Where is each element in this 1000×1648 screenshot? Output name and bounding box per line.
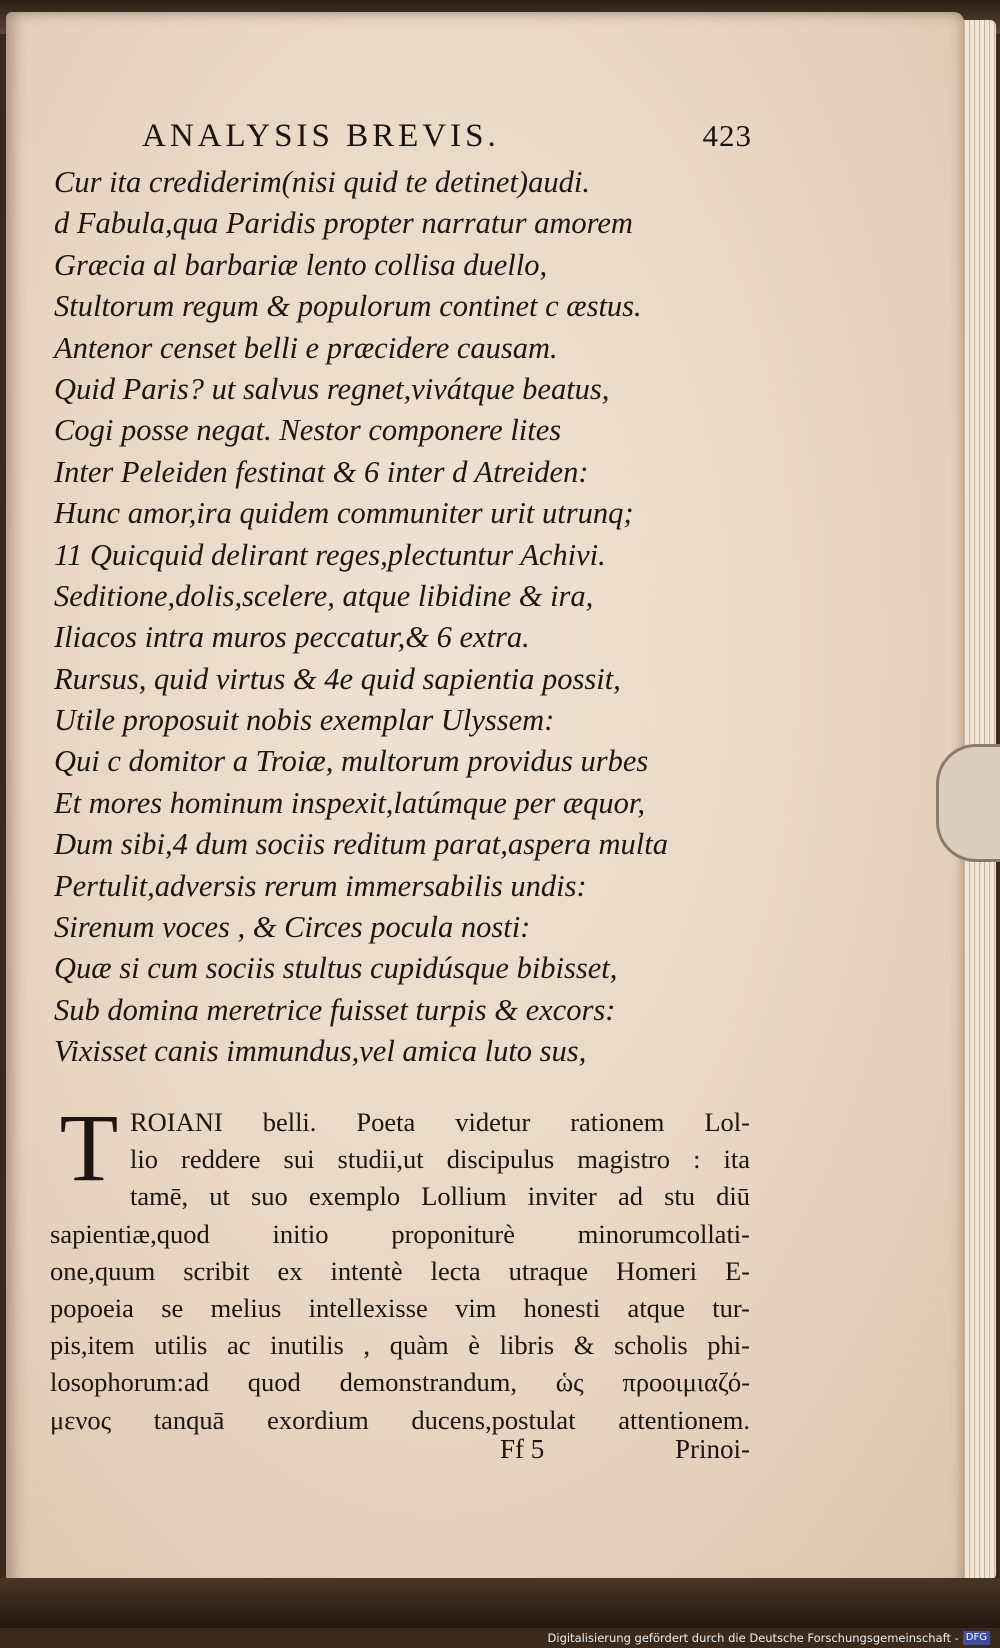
verse-line: Sirenum voces , & Circes pocula nosti: (54, 910, 531, 945)
verse-line: Cur ita crediderim(nisi quid te detinet)audi. (54, 165, 590, 199)
verse-line: Cogi posse negat. Nestor componere lites (54, 413, 562, 448)
verse-line: Sub domina meretrice fuisset turpis & excors: (54, 992, 616, 1027)
commentary-block (50, 1094, 750, 1439)
verse-line: Et mores hominum inspexit,latúmque per æquor, (54, 785, 646, 820)
verse-line: Antenor censet belli e præcidere causam. (54, 330, 558, 365)
commentary-line: lio reddere sui studii,ut discipulus magistro : ita (130, 1144, 750, 1175)
commentary-line: losophorum:ad quod demonstrandum, ὡς προοιμιαζό- (50, 1367, 750, 1398)
verse-line: 11 Quicquid delirant reges,plectuntur Achivi. (54, 537, 606, 572)
verse-line: Seditione,dolis,scelere, atque libidine & ira, (54, 578, 594, 613)
commentary-line: one,quum scribit ex intentè lecta utraque Homeri E- (50, 1255, 750, 1286)
drop-cap: T (59, 1094, 119, 1201)
commentary-line: μενος tanquā exordium ducens,postulat attentionem. (50, 1404, 750, 1435)
page-number: 423 (702, 118, 752, 153)
signature-mark: Ff 5 (500, 1434, 545, 1464)
verse-line: Rursus, quid virtus & 4e quid sapientia possit, (54, 661, 621, 696)
verse-line: Utile proposuit nobis exemplar Ulyssem: (54, 703, 555, 738)
page-footer (500, 1434, 750, 1468)
verse-line: Vixisset canis immundus,vel amica luto sus, (54, 1034, 587, 1069)
commentary-line: pis,item utilis ac inutilis , quàm è libris & scholis phi- (50, 1330, 750, 1361)
verse-line: Dum sibi,4 dum sociis reditum parat,aspera multa (54, 827, 668, 862)
running-title: ANALYSIS BREVIS. (142, 118, 500, 154)
verse-line: d Fabula,qua Paridis propter narratur amorem (54, 206, 633, 241)
verse-line: Stultorum regum & populorum continet c æstus. (54, 289, 642, 324)
book-bottom-edge (0, 1578, 1000, 1628)
commentary-line: popoeia se melius intellexisse vim honesti atque tur- (50, 1292, 750, 1323)
verse-block (54, 162, 754, 1073)
commentary-line: sapientiæ,quod initio proponiturè minorumcollati- (50, 1218, 750, 1249)
running-header (142, 118, 752, 162)
digitization-credit (548, 1628, 990, 1648)
clasp-tab (936, 744, 1000, 862)
verse-line: Pertulit,adversis rerum immersabilis undis: (54, 868, 587, 903)
verse-line: Qui c domitor a Troiæ, multorum providus urbes (54, 744, 649, 779)
verse-line: Quid Paris? ut salvus regnet,vivátque beatus, (54, 371, 610, 406)
verse-line: Inter Peleiden festinat & 6 inter d Atreiden: (54, 454, 589, 489)
verse-line: Hunc amor,ira quidem communiter urit utrunq; (54, 496, 634, 531)
commentary-line: ROIANI belli. Poeta videtur rationem Lol- (130, 1107, 750, 1137)
dfg-logo: DFG (963, 1631, 990, 1645)
verse-line: Græcia al barbariæ lento collisa duello, (54, 247, 548, 282)
commentary-line: tamē, ut suo exemplo Lollium inviter ad stu diū (130, 1181, 750, 1212)
catchword: Prinoi- (674, 1434, 750, 1464)
credit-text: Digitalisierung gefördert durch die Deutsche Forschungsgemeinschaft - (547, 1631, 959, 1645)
verse-line: Quæ si cum sociis stultus cupidúsque bibisset, (54, 951, 618, 986)
verse-line: Iliacos intra muros peccatur,& 6 extra. (54, 620, 530, 655)
